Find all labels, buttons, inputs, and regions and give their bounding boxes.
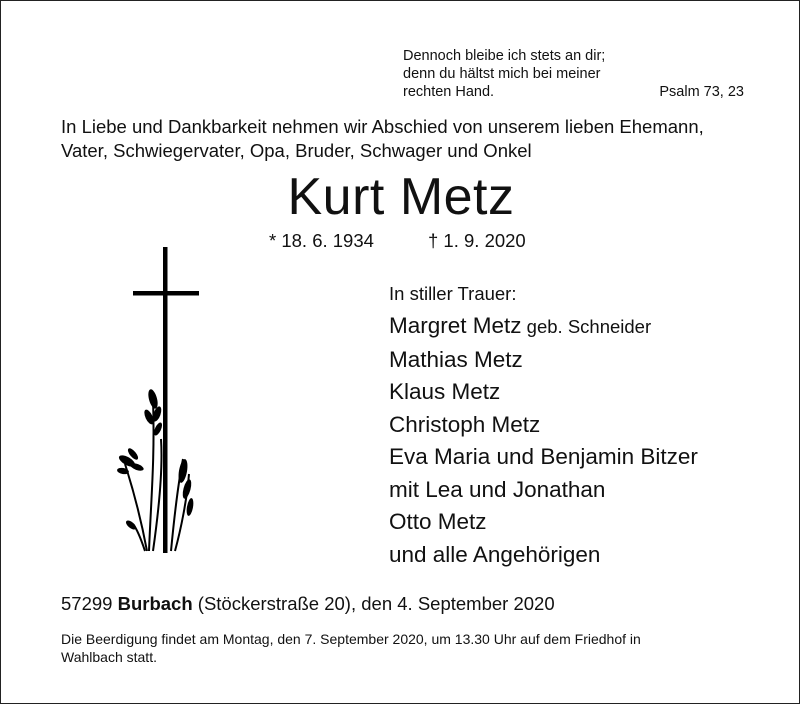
deceased-name: Kurt Metz	[287, 168, 515, 226]
mourner-entry: mit Lea und Jonathan	[389, 476, 606, 502]
mourner-entry: Eva Maria und Benjamin Bitzer	[389, 444, 698, 469]
mourner-suffix: geb. Schneider	[521, 316, 652, 337]
town: Burbach	[117, 593, 193, 614]
intro-line: Vater, Schwiegervater, Opa, Bruder, Schwager und Onkel	[61, 140, 532, 161]
intro-line: In Liebe und Dankbarkeit nehmen wir Abschied von unserem lieben Ehemann,	[61, 116, 704, 137]
death-date: † 1. 9. 2020	[428, 230, 526, 251]
mourner-entry: Christoph Metz	[389, 411, 541, 437]
intro-text	[61, 115, 761, 163]
mourner-entry: Otto Metz	[389, 509, 487, 534]
mourner-entry: Klaus Metz	[389, 379, 501, 404]
bible-verse	[403, 47, 748, 101]
cross-with-wheat-icon	[111, 239, 221, 559]
address-and-date: (Stöckerstraße 20), den 4. September 2020	[197, 593, 555, 614]
mourner-name: Margret Metz	[389, 313, 522, 338]
mourners-list	[389, 282, 789, 571]
birth-date: * 18. 6. 1934	[269, 230, 374, 251]
mourners-label: In stiller Trauer:	[389, 283, 517, 304]
postcode: 57299	[61, 593, 113, 614]
mourner-entry: und alle Angehörigen	[389, 541, 601, 567]
mourner-entry	[389, 310, 789, 344]
verse-line: denn du hältst mich bei meiner	[403, 66, 601, 82]
verse-line: rechten Hand.	[403, 84, 495, 100]
funeral-info	[61, 630, 761, 666]
verse-line: Dennoch bleibe ich stets an dir;	[403, 48, 606, 64]
place-and-date	[61, 591, 555, 617]
funeral-line: Wahlbach statt.	[61, 649, 157, 665]
funeral-line: Die Beerdigung findet am Montag, den 7. September 2020, um 13.30 Uhr auf dem Friedhof in	[61, 631, 641, 647]
verse-reference: Psalm 73, 23	[659, 84, 744, 100]
mourner-entry: Mathias Metz	[389, 346, 523, 372]
